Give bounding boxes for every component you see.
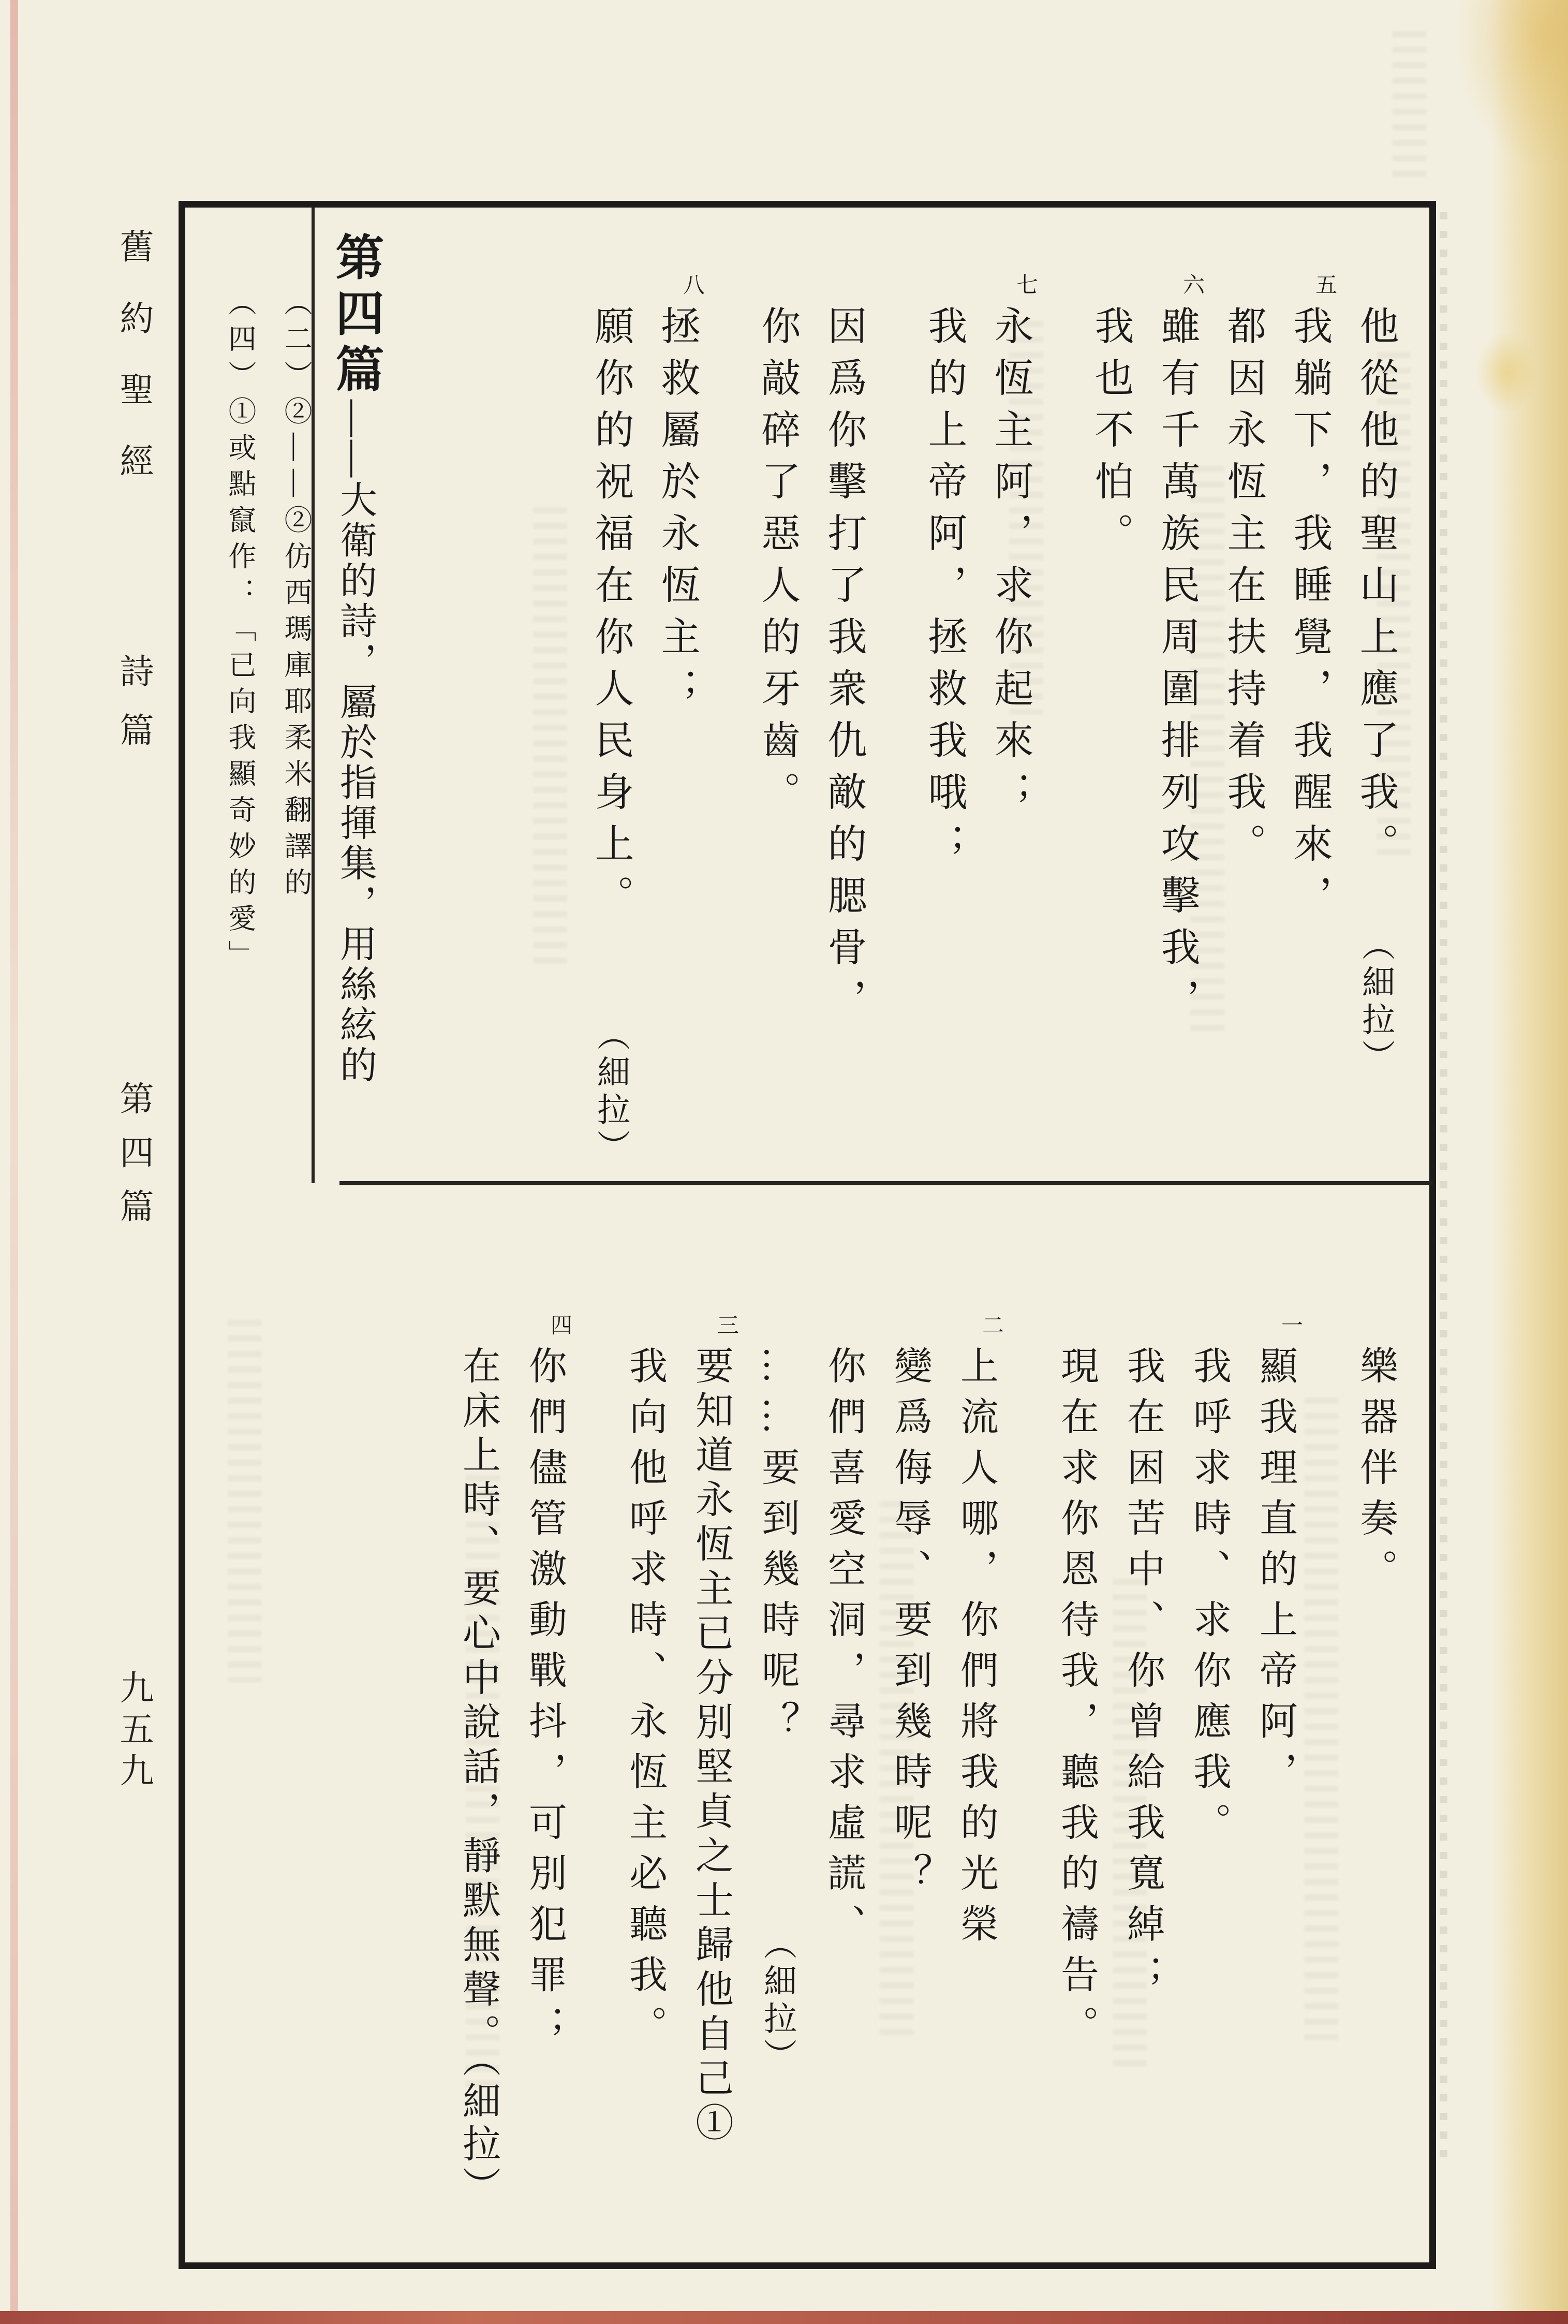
footnote-line: （四）①或點竄作：「已向我顯奇妙的愛」 xyxy=(225,288,256,976)
verse-text: 我在困苦中、你曾給我寬綽； xyxy=(1121,1346,1164,2005)
psalm4-heading xyxy=(326,232,384,1132)
verse-line xyxy=(1253,1314,1302,2257)
verse-line xyxy=(756,305,799,1175)
verse-number-marker: 七 xyxy=(1013,273,1037,295)
verse-line xyxy=(954,1314,1003,2257)
psalm4-text-block xyxy=(434,1314,1397,2257)
verse-text: 他從他的聖山上應了我。 xyxy=(1354,305,1397,875)
selah-label: （細拉） xyxy=(593,1018,629,1167)
verse-line xyxy=(988,273,1037,1175)
paper-stain xyxy=(1454,0,1568,171)
verse-text: 拯救屬於永恆主； xyxy=(655,305,699,719)
verse-text: 都因永恆主在扶持着我。 xyxy=(1221,305,1265,875)
selah-label: （細拉） xyxy=(457,2058,499,2209)
verse-line xyxy=(822,305,865,1175)
verse-text: 我也不怕。 xyxy=(1089,305,1132,564)
selah-label: （細拉） xyxy=(1357,928,1394,1077)
verse-text: 樂器伴奏。 xyxy=(1354,1346,1397,1599)
psalm-number: 第四篇 xyxy=(328,232,382,400)
verse-text: 你們喜愛空洞，尋求虛謊、 xyxy=(822,1346,865,1954)
bleed-through-smudge xyxy=(1392,31,1426,186)
verse-text: 永恆主阿，求你起來； xyxy=(988,305,1032,823)
verse-text: 我呼求時、求你應我。 xyxy=(1188,1346,1230,1853)
verse-number-marker: 六 xyxy=(1180,273,1204,295)
verse-line xyxy=(1187,1346,1231,2257)
verse-number-marker: 三 xyxy=(714,1314,738,1335)
verse-line xyxy=(888,1346,931,2257)
verse-line xyxy=(822,1346,865,2257)
verse-text: 你們儘管激動戰抖，可別犯罪； xyxy=(523,1346,566,2056)
verse-text: 我向他呼求時、永恆主必聽我。 xyxy=(624,1346,666,2056)
verse-line xyxy=(1354,1346,1397,2257)
verse-line xyxy=(456,1346,500,2257)
verse-line xyxy=(1155,273,1204,1175)
verse-text: 變爲侮辱、要到幾時呢？ xyxy=(889,1346,931,1904)
verse-line xyxy=(689,1314,738,2257)
verse-line xyxy=(523,1314,571,2257)
verse-line xyxy=(655,273,704,1175)
verse-text: 我的上帝阿，拯救我哦； xyxy=(922,305,966,875)
verse-text: 因爲你擊打了我衆仇敵的腮骨， xyxy=(822,305,865,1030)
margin-book-title: 舊約聖經 xyxy=(114,229,152,514)
verse-text: 顯我理直的上帝阿， xyxy=(1254,1346,1296,1802)
verse-line xyxy=(623,1346,667,2257)
margin-chapter-title: 第四篇 xyxy=(114,1081,152,1242)
verse-text: 在床上時、要心中說話，靜默無聲。 xyxy=(457,1346,499,2058)
verse-text: ……要到幾時呢？ xyxy=(756,1346,798,1752)
verse-text: 你敲碎了惡人的牙齒。 xyxy=(756,305,799,823)
verse-text: 要知道永恆主已分別堅貞之士歸他自己① xyxy=(690,1346,732,2147)
verse-number-marker: 四 xyxy=(548,1314,571,1335)
verse-text: 願你的祝福在你人民身上。 xyxy=(589,305,632,926)
verse-line xyxy=(1288,273,1336,1175)
verse-line xyxy=(1221,305,1265,1175)
verse-number-marker: 八 xyxy=(680,273,704,295)
verse-number-marker: 一 xyxy=(1278,1314,1302,1335)
frame-edge-speckle xyxy=(1440,212,1447,2158)
footnote-line: （二）②——②仿西瑪庫耶柔米翻譯的 xyxy=(280,288,312,904)
verse-line xyxy=(1121,1346,1164,2257)
selah-label: （細拉） xyxy=(759,1926,796,2076)
verse-number-marker: 二 xyxy=(979,1314,1003,1335)
verse-text: 我躺下，我睡覺，我醒來， xyxy=(1288,305,1331,926)
verse-text: 雖有千萬族民周圍排列攻擊我， xyxy=(1155,305,1199,1030)
page-left-binding-edge xyxy=(10,0,18,2324)
page-number: 九五九 xyxy=(114,1670,152,1794)
verse-line xyxy=(1089,305,1132,1175)
verse-number-marker: 五 xyxy=(1312,273,1336,295)
margin-section-title: 詩篇 xyxy=(114,653,152,771)
verse-line xyxy=(589,305,632,1175)
paper-stain xyxy=(1475,331,1537,414)
verse-line xyxy=(922,305,966,1175)
verse-text: 上流人哪，你們將我的光榮 xyxy=(955,1346,997,1954)
page-bottom-red-edge xyxy=(0,2311,1568,2324)
psalm-superscription: ——大衛的詩，屬於指揮集，用絲絃的 xyxy=(334,400,376,1086)
footnote-block xyxy=(201,288,313,1225)
verse-text: 現在求你恩待我，聽我的禱告。 xyxy=(1055,1346,1098,2056)
psalm3-text-block xyxy=(566,273,1397,1175)
verse-line xyxy=(1354,305,1397,1175)
verse-line xyxy=(1055,1346,1098,2257)
verse-line xyxy=(756,1346,799,2257)
half-page-divider-rule xyxy=(339,1181,1432,1185)
